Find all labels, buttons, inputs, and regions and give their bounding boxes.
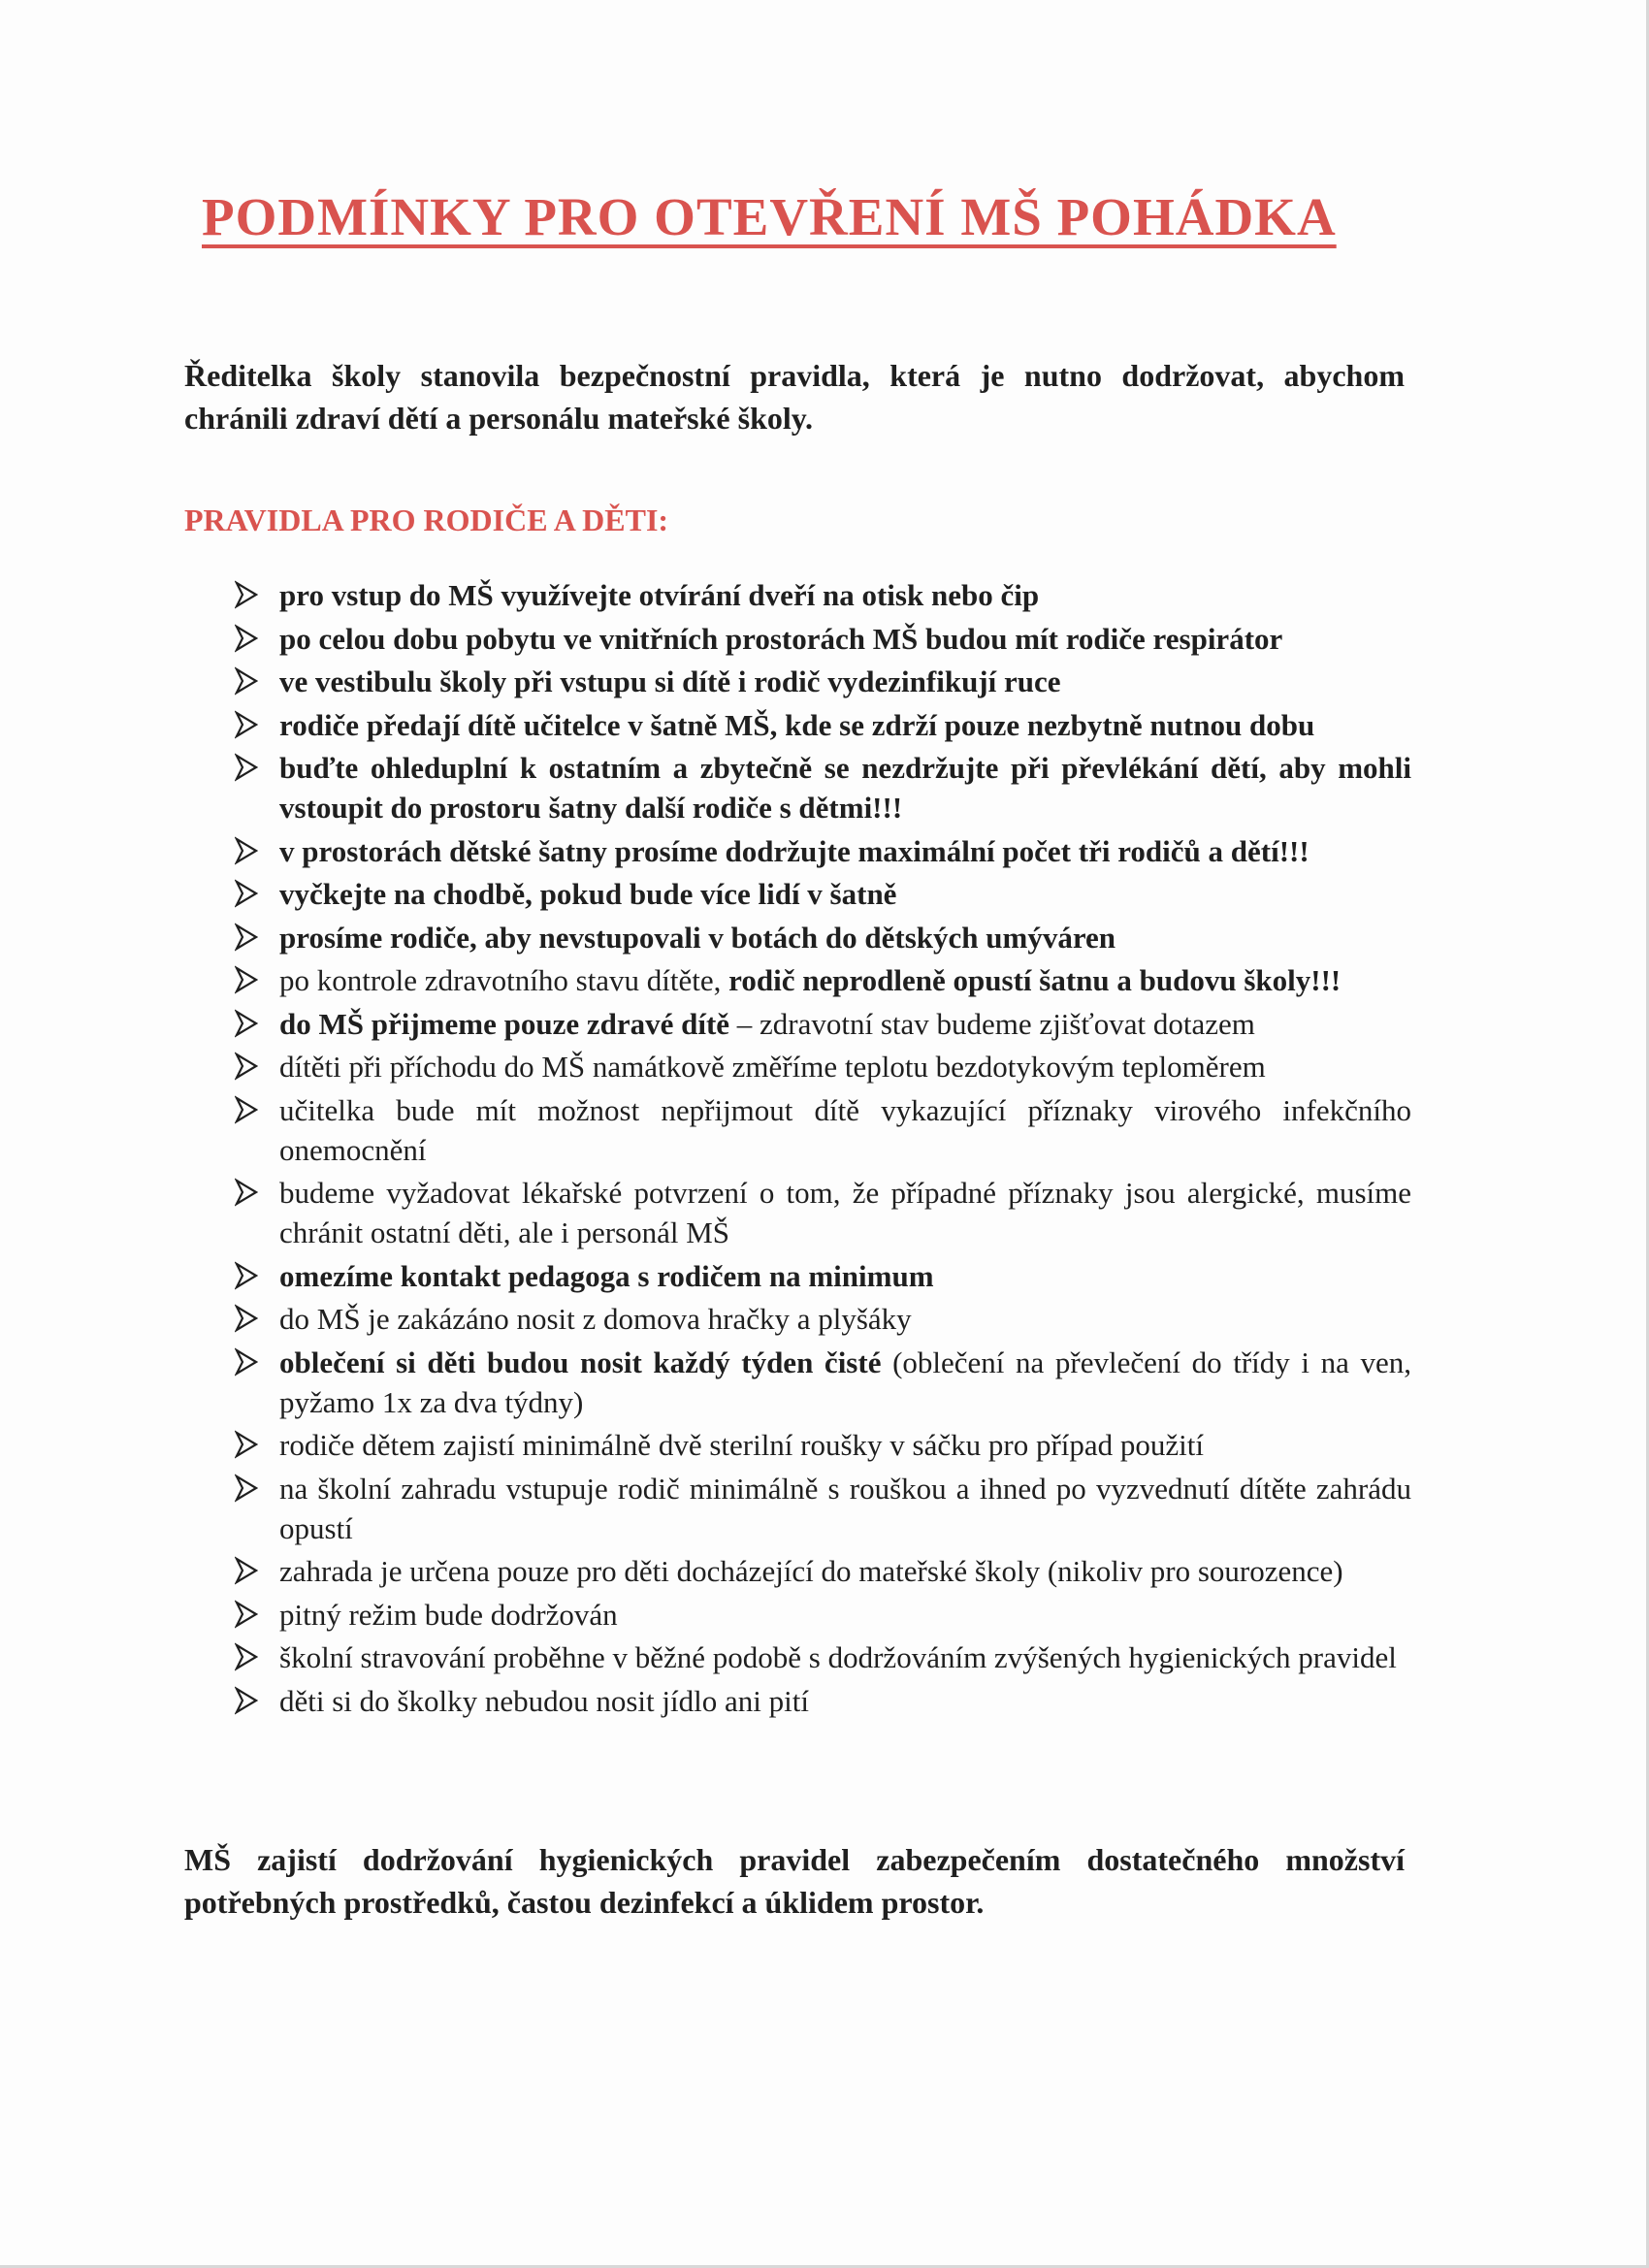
arrowhead-bullet-icon bbox=[235, 1430, 258, 1459]
rule-text: omezíme kontakt pedagoga s rodičem na minimum bbox=[279, 1258, 934, 1293]
arrowhead-bullet-icon bbox=[235, 710, 258, 739]
rule-text: oblečení si děti budou nosit každý týden čisté bbox=[279, 1345, 882, 1379]
list-item bbox=[184, 1173, 1411, 1252]
list-item bbox=[184, 1637, 1411, 1677]
arrowhead-bullet-icon bbox=[235, 1304, 258, 1333]
list-item bbox=[184, 705, 1411, 745]
arrowhead-bullet-icon bbox=[235, 836, 258, 865]
list-item bbox=[184, 1256, 1411, 1296]
list-item bbox=[184, 918, 1411, 957]
list-item bbox=[184, 1469, 1411, 1548]
list-item bbox=[184, 1595, 1411, 1635]
rule-text: děti si do školky nebudou nosit jídlo ani pití bbox=[279, 1683, 809, 1718]
list-item bbox=[184, 1047, 1411, 1086]
rule-text: budeme vyžadovat lékařské potvrzení o tom, že případné příznaky jsou alergické, musíme chránit ostatní děti, ale i personál MŠ bbox=[279, 1176, 1411, 1249]
page-title: PODMÍNKY PRO OTEVŘENÍ MŠ POHÁDKA bbox=[202, 187, 1337, 246]
rule-text: buďte ohleduplní k ostatním a zbytečně se nezdržujte při převlékání dětí, aby mohli vstoupit do prostoru šatny další rodiče s dětmi!!! bbox=[279, 751, 1411, 825]
arrowhead-bullet-icon bbox=[235, 879, 258, 908]
arrowhead-bullet-icon bbox=[235, 580, 258, 609]
arrowhead-bullet-icon bbox=[235, 1642, 258, 1671]
rule-text: rodiče dětem zajistí minimálně dvě sterilní roušky v sáčku pro případ použití bbox=[279, 1428, 1205, 1462]
rule-text: rodič neprodleně opustí šatnu a budovu školy!!! bbox=[728, 963, 1342, 997]
list-item bbox=[184, 1004, 1411, 1044]
rule-text: do MŠ přijmeme pouze zdravé dítě bbox=[279, 1006, 730, 1041]
arrowhead-bullet-icon bbox=[235, 624, 258, 653]
intro-paragraph: Ředitelka školy stanovila bezpečnostní pravidla, která je nutno dodržovat, abychom chránili zdraví dětí a personálu mateřské školy. bbox=[184, 358, 1405, 436]
list-item bbox=[184, 874, 1411, 914]
arrowhead-bullet-icon bbox=[235, 1600, 258, 1629]
rule-text: vyčkejte na chodbě, pokud bude více lidí v šatně bbox=[279, 877, 897, 911]
rule-text: dítěti při příchodu do MŠ namátkově změříme teplotu bezdotykovým teploměrem bbox=[279, 1050, 1266, 1084]
rule-text: – zdravotní stav budeme zjišťovat dotazem bbox=[729, 1006, 1255, 1041]
section-heading: PRAVIDLA PRO RODIČE A DĚTI: bbox=[184, 502, 669, 537]
list-item bbox=[184, 662, 1411, 701]
arrowhead-bullet-icon bbox=[235, 923, 258, 952]
rule-text: po celou dobu pobytu ve vnitřních prostorách MŠ budou mít rodiče respirátor bbox=[279, 621, 1283, 656]
arrowhead-bullet-icon bbox=[235, 1347, 258, 1377]
arrowhead-bullet-icon bbox=[235, 1474, 258, 1503]
rule-text: po kontrole zdravotního stavu dítěte, bbox=[279, 963, 729, 997]
rule-text: pitný režim bude dodržován bbox=[279, 1597, 618, 1632]
rule-text: (oblečení na převlečení do třídy i na ven, pyžamo 1x za dva týdny) bbox=[279, 1345, 1411, 1419]
rule-text: zahrada je určena pouze pro děti docházející do mateřské školy (nikoliv pro sourozence) bbox=[279, 1554, 1343, 1588]
list-item bbox=[184, 1090, 1411, 1170]
arrowhead-bullet-icon bbox=[235, 965, 258, 994]
arrowhead-bullet-icon bbox=[235, 1178, 258, 1207]
rules-list bbox=[184, 575, 1411, 1724]
list-item bbox=[184, 575, 1411, 615]
arrowhead-bullet-icon bbox=[235, 666, 258, 696]
rule-text: učitelka bude mít možnost nepřijmout dítě vykazující příznaky virového infekčního onemocnění bbox=[279, 1092, 1411, 1167]
arrowhead-bullet-icon bbox=[235, 1261, 258, 1290]
list-item bbox=[184, 619, 1411, 659]
rule-text: ve vestibulu školy při vstupu si dítě i rodič vydezinfikují ruce bbox=[279, 664, 1061, 698]
list-item bbox=[184, 748, 1411, 827]
list-item bbox=[184, 960, 1411, 1000]
rule-text: v prostorách dětské šatny prosíme dodržujte maximální počet tři rodičů a dětí!!! bbox=[279, 833, 1310, 868]
list-item bbox=[184, 1681, 1411, 1721]
closing-paragraph: MŠ zajistí dodržování hygienických pravidel zabezpečením dostatečného množství potřebných prostředků, častou dezinfekcí a úklidem prostor. bbox=[184, 1842, 1405, 1920]
rule-text: rodiče předají dítě učitelce v šatně MŠ, kde se zdrží pouze nezbytně nutnou dobu bbox=[279, 707, 1315, 742]
rule-text: prosíme rodiče, aby nevstupovali v botách do dětských umýváren bbox=[279, 920, 1116, 955]
list-item bbox=[184, 1551, 1411, 1591]
rule-text: pro vstup do MŠ využívejte otvírání dveří na otisk nebo čip bbox=[279, 578, 1040, 612]
rule-text: školní stravování proběhne v běžné podobě s dodržováním zvýšených hygienických pravidel bbox=[279, 1640, 1397, 1674]
list-item bbox=[184, 1299, 1411, 1339]
arrowhead-bullet-icon bbox=[235, 1095, 258, 1124]
arrowhead-bullet-icon bbox=[235, 1556, 258, 1585]
rule-text: na školní zahradu vstupuje rodič minimálně s rouškou a ihned po vyzvednutí dítěte zahrádu opustí bbox=[279, 1471, 1411, 1545]
arrowhead-bullet-icon bbox=[235, 1009, 258, 1038]
arrowhead-bullet-icon bbox=[235, 1052, 258, 1081]
list-item bbox=[184, 1343, 1411, 1422]
list-item bbox=[184, 831, 1411, 871]
arrowhead-bullet-icon bbox=[235, 1686, 258, 1715]
list-item bbox=[184, 1425, 1411, 1465]
rule-text: do MŠ je zakázáno nosit z domova hračky a plyšáky bbox=[279, 1302, 912, 1336]
arrowhead-bullet-icon bbox=[235, 753, 258, 782]
